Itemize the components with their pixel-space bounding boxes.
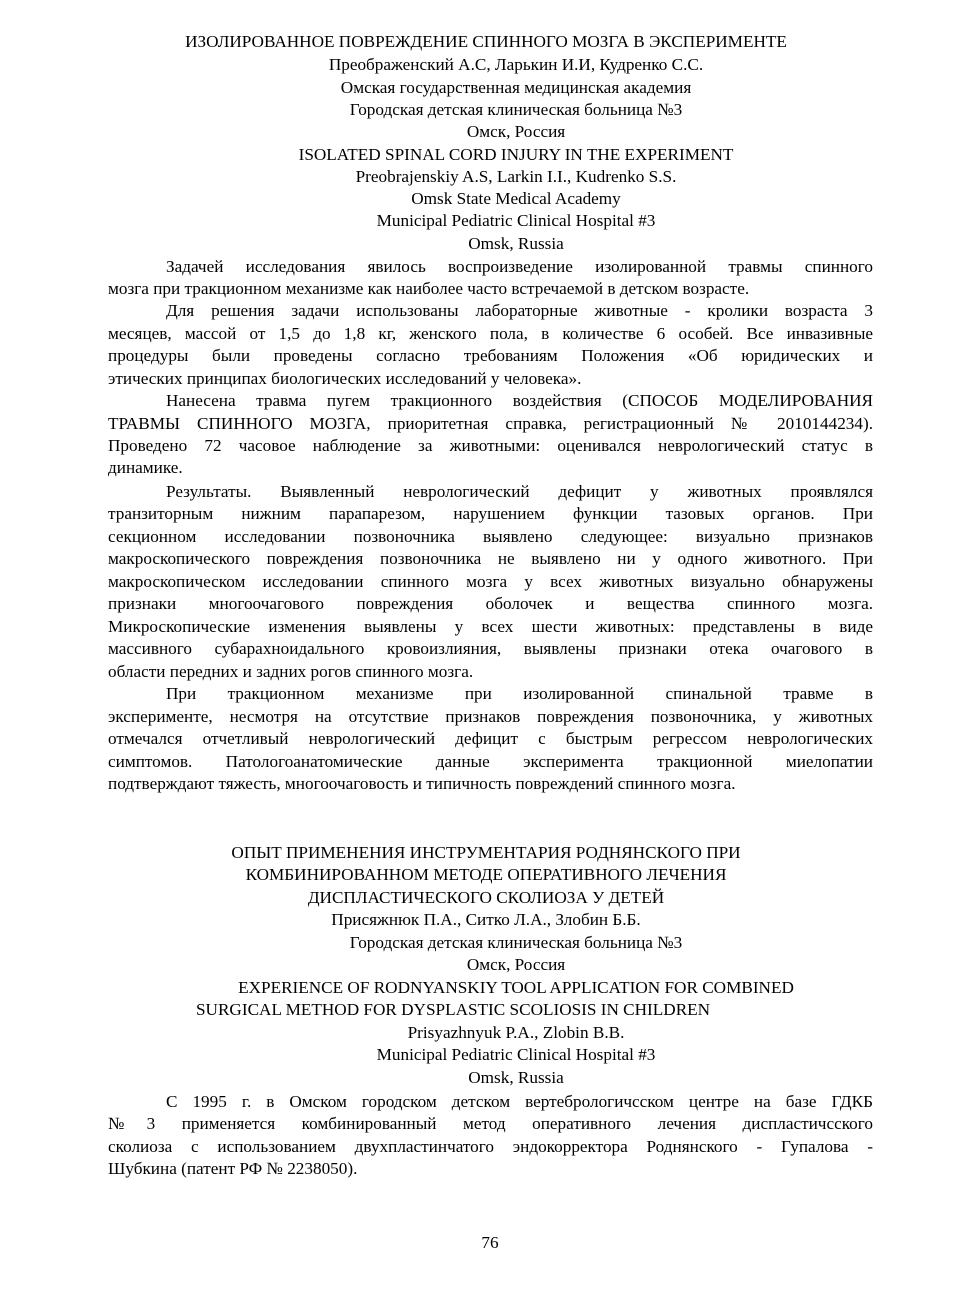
- article1-authors-en: Preobrajenskiy A.S, Larkin I.I., Kudrenko S.S.: [355, 167, 677, 186]
- article1-title-en: ISOLATED SPINAL CORD INJURY IN THE EXPERIMENT: [298, 145, 734, 164]
- article1-body-line: макроскопического повреждения позвоночника не выявлено ни у одного животного. При: [108, 549, 873, 568]
- article1-body-line: симптомов. Патологоанатомические данные эксперимента тракционной миелопатии: [108, 752, 873, 771]
- page-number: 76: [481, 1233, 499, 1252]
- article2-body-line: Шубкина (патент РФ № 2238050).: [108, 1159, 358, 1178]
- article2-body-line: №3 применяется комбинированный метод оперативного лечения диспластичсского: [108, 1114, 873, 1133]
- article2-title-en-line1: EXPERIENCE OF RODNYANSKIY TOOL APPLICATION FOR COMBINED: [238, 978, 794, 997]
- article1-body-line: области передних и задних рогов спинного мозга.: [108, 662, 474, 681]
- article1-affiliation1-en: Omsk State Medical Academy: [411, 189, 621, 208]
- article1-body-line: месяцев, массой от 1,5 до 1,8 кг, женского пола, в количестве 6 особей. Все инвазивные: [108, 324, 873, 343]
- article2-body-line: С 1995 г. в Омском городском детском вертебрологичсском центре на базе ГДКБ: [166, 1092, 873, 1111]
- article1-affiliation1-ru: Омская государственная медицинская академия: [340, 78, 692, 97]
- article2-title-ru-line3: ДИСПЛАСТИЧЕСКОГО СКОЛИОЗА У ДЕТЕЙ: [307, 888, 665, 907]
- article1-body-line: мозга при тракционном механизме как наиболее часто встречаемой в детском возрасте.: [108, 279, 750, 298]
- article1-body-line: подтверждают тяжесть, многоочаговость и типичность повреждений спинного мозга.: [108, 774, 736, 793]
- article1-body-line: ТРАВМЫ СПИННОГО МОЗГА, приоритетная справка, регистрационный № 2010144234).: [108, 414, 873, 433]
- article1-body-line: Микроскопические изменения выявлены у всех шести животных: представлены в виде: [108, 617, 873, 636]
- article2-authors-ru: Присяжнюк П.А., Ситко Л.А., Злобин Б.Б.: [331, 910, 641, 929]
- article2-affiliation-en: Municipal Pediatric Clinical Hospital #3: [376, 1045, 656, 1064]
- article2-title-en-line2: SURGICAL METHOD FOR DYSPLASTIC SCOLIOSIS IN CHILDREN: [196, 1000, 711, 1019]
- article1-body-line: При тракционном механизме при изолированной спинальной травме в: [166, 684, 873, 703]
- article2-affiliation-ru: Городская детская клиническая больница №3: [349, 933, 683, 952]
- article1-body-line: признаки многоочагового повреждения оболочек и вещества спинного мозга.: [108, 594, 873, 613]
- article2-city-en: Omsk, Russia: [468, 1068, 564, 1087]
- article2-body-line: сколиоза с использованием двухпластинчатого эндокорректора Роднянского - Гупалова -: [108, 1137, 873, 1156]
- article1-body-line: Задачей исследования явилось воспроизведение изолированной травмы спинного: [166, 257, 873, 276]
- article2-authors-en: Prisyazhnyuk P.A., Zlobin B.B.: [407, 1023, 625, 1042]
- article1-body-line: отмечался отчетливый неврологический дефицит с быстрым регрессом неврологических: [108, 729, 873, 748]
- article1-body-line: Проведено 72 часовое наблюдение за животными: оценивался неврологический статус в: [108, 436, 873, 455]
- article1-city-en: Omsk, Russia: [468, 234, 564, 253]
- article1-body-line: массивного субарахноидального кровоизлияния, выявлены признаки отека очагового в: [108, 639, 873, 658]
- article1-title-ru: ИЗОЛИРОВАННОЕ ПОВРЕЖДЕНИЕ СПИННОГО МОЗГА В ЭКСПЕРИМЕНТЕ: [185, 32, 787, 51]
- article1-body-line: Нанесена травма пугем тракционного воздействия (СПОСОБ МОДЕЛИРОВАНИЯ: [166, 391, 873, 410]
- article1-body-line: транзиторным нижним парапарезом, нарушением функции тазовых органов. При: [108, 504, 873, 523]
- article2-title-ru-line1: ОПЫТ ПРИМЕНЕНИЯ ИНСТРУМЕНТАРИЯ РОДНЯНСКОГО ПРИ: [231, 843, 741, 862]
- article1-body-line: динамике.: [108, 458, 183, 477]
- article1-body-line: этических принципах биологических исследований у человека».: [108, 369, 582, 388]
- article1-body-line: процедуры были проведены согласно требованиям Положения «Об юридических и: [108, 346, 873, 365]
- article2-title-ru-line2: КОМБИНИРОВАННОМ МЕТОДЕ ОПЕРАТИВНОГО ЛЕЧЕНИЯ: [245, 865, 727, 884]
- article1-body-line: Результаты. Выявленный неврологический дефицит у животных проявлялся: [166, 482, 873, 501]
- article1-affiliation2-ru: Городская детская клиническая больница №3: [349, 100, 683, 119]
- article2-city-ru: Омск, Россия: [466, 955, 566, 974]
- article1-body-line: секционном исследовании позвоночника выявлено следующее: визуально признаков: [108, 527, 873, 546]
- article1-body-line: Для решения задачи использованы лабораторные животные - кролики возраста 3: [166, 301, 873, 320]
- article1-body-line: макроскопическом исследовании спинного мозга у всех животных визуально обнаружены: [108, 572, 873, 591]
- article1-affiliation2-en: Municipal Pediatric Clinical Hospital #3: [376, 211, 656, 230]
- article1-body-line: эксперименте, несмотря на отсутствие признаков повреждения позвоночника, у животных: [108, 707, 873, 726]
- article1-city-ru: Омск, Россия: [466, 122, 566, 141]
- article1-authors-ru: Преображенский А.С, Ларькин И.И, Кудренко С.С.: [328, 55, 704, 74]
